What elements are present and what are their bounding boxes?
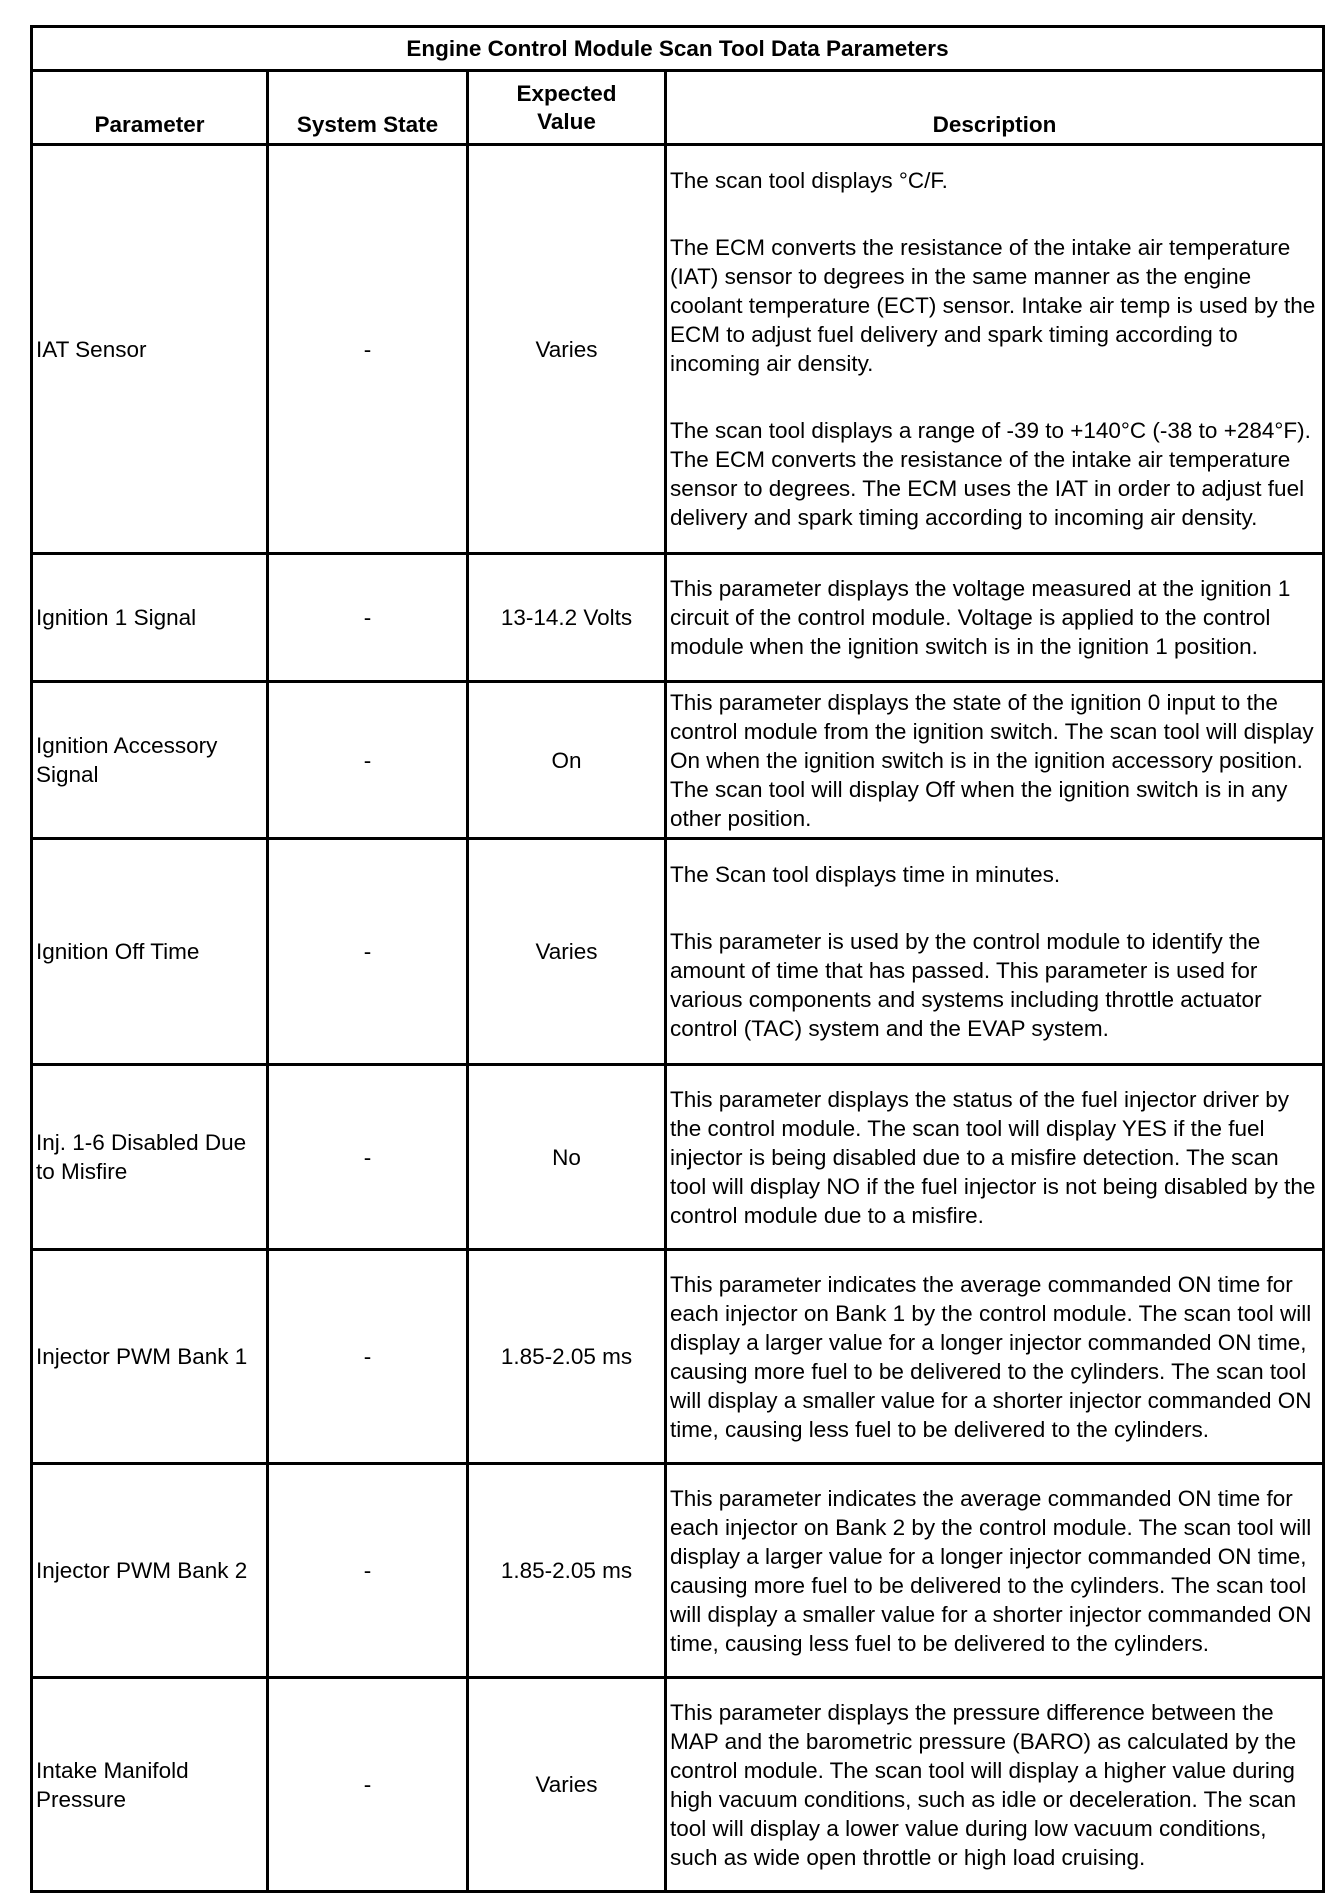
system-state-cell: - xyxy=(268,1464,468,1678)
system-state-cell: - xyxy=(268,1678,468,1892)
header-expected-value: Expected Value xyxy=(468,71,666,145)
description-paragraph: This parameter is used by the control module to identify the amount of time that has passed. This parameter is used for various components and systems including throttle actuator control (TAC) system and the EVAP system. xyxy=(670,929,1262,1041)
parameter-cell: Ignition Accessory Signal xyxy=(32,682,268,839)
table-row xyxy=(32,1464,1324,1678)
system-state-cell: - xyxy=(268,1065,468,1250)
description-cell xyxy=(666,1464,1324,1678)
description-cell xyxy=(666,1250,1324,1464)
table-row xyxy=(32,1250,1324,1464)
expected-value-cell: 13-14.2 Volts xyxy=(468,554,666,682)
system-state-cell: - xyxy=(268,1250,468,1464)
table-row xyxy=(32,554,1324,682)
description-paragraph: This parameter displays the pressure difference between the MAP and the barometric pressure (BARO) as calculated by the control module. The scan tool will display a higher value during high vacuum conditions, such as idle or deceleration. The scan tool will display a lower value during low vacuum conditions, such as wide open throttle or high load cruising. xyxy=(670,1699,1297,1870)
parameter-cell: Ignition 1 Signal xyxy=(32,554,268,682)
description-cell xyxy=(666,839,1324,1065)
parameter-cell: Injector PWM Bank 2 xyxy=(32,1464,268,1678)
header-parameter: Parameter xyxy=(32,71,268,145)
description-paragraph: The scan tool displays a range of -39 to +140°C (-38 to +284°F). The ECM converts the resistance of the intake air temperature sensor to degrees. The ECM uses the IAT in order to adjust fuel delivery and spark timing according to incoming air density. xyxy=(670,418,1311,530)
description-paragraph: The ECM converts the resistance of the intake air temperature (IAT) sensor to degrees in the same manner as the engine coolant temperature (ECT) sensor. Intake air temp is used by the ECM to adjust fuel delivery and spark timing according to incoming air density. xyxy=(670,235,1316,376)
description-cell xyxy=(666,682,1324,839)
description-paragraph: This parameter displays the state of the ignition 0 input to the control module from the ignition switch. The scan tool will display On when the ignition switch is in the ignition accessory position. The scan tool will display Off when the ignition switch is in any other position. xyxy=(670,689,1314,831)
table-row xyxy=(32,1065,1324,1250)
expected-value-cell: 1.85-2.05 ms xyxy=(468,1250,666,1464)
description-paragraph: The scan tool displays °C/F. xyxy=(670,168,948,193)
description-paragraph: This parameter indicates the average commanded ON time for each injector on Bank 1 by the control module. The scan tool will display a larger value for a longer injector commanded ON time, causing more fuel to be delivered to the cylinders. The scan tool will display a smaller value for a shorter injector commanded ON time, causing less fuel to be delivered to the cylinders. xyxy=(670,1271,1312,1442)
parameter-cell: Inj. 1-6 Disabled Due to Misfire xyxy=(32,1065,268,1250)
table-row xyxy=(32,1678,1324,1892)
table-title-row xyxy=(32,27,1324,71)
table-row xyxy=(32,682,1324,839)
system-state-cell: - xyxy=(268,839,468,1065)
column-header-row xyxy=(32,71,1324,145)
header-description: Description xyxy=(666,71,1324,145)
expected-value-cell: 1.85-2.05 ms xyxy=(468,1464,666,1678)
description-paragraph: This parameter displays the voltage measured at the ignition 1 circuit of the control module. Voltage is applied to the control module when the ignition switch is in the ignition 1 position. xyxy=(670,576,1291,659)
expected-value-cell: On xyxy=(468,682,666,839)
expected-value-cell: Varies xyxy=(468,145,666,554)
table-row xyxy=(32,839,1324,1065)
system-state-cell: - xyxy=(268,145,468,554)
system-state-cell: - xyxy=(268,682,468,839)
parameter-cell: Ignition Off Time xyxy=(32,839,268,1065)
parameter-cell: Injector PWM Bank 1 xyxy=(32,1250,268,1464)
expected-value-cell: No xyxy=(468,1065,666,1250)
expected-value-cell: Varies xyxy=(468,1678,666,1892)
description-cell xyxy=(666,1065,1324,1250)
table-body xyxy=(32,145,1324,1892)
system-state-cell: - xyxy=(268,554,468,682)
description-cell xyxy=(666,145,1324,554)
description-paragraph: The Scan tool displays time in minutes. xyxy=(670,862,1061,887)
scan-data-table xyxy=(30,25,1325,1893)
expected-value-cell: Varies xyxy=(468,839,666,1065)
parameter-cell: IAT Sensor xyxy=(32,145,268,554)
parameter-cell: Intake Manifold Pressure xyxy=(32,1678,268,1892)
description-cell xyxy=(666,1678,1324,1892)
header-system-state: System State xyxy=(268,71,468,145)
description-paragraph: This parameter displays the status of the fuel injector driver by the control module. The scan tool will display YES if the fuel injector is being disabled due to a misfire detection. The scan tool will display NO if the fuel injector is not being disabled by the control module due to a misfire. xyxy=(670,1086,1316,1228)
table-row xyxy=(32,145,1324,554)
description-cell xyxy=(666,554,1324,682)
description-paragraph: This parameter indicates the average commanded ON time for each injector on Bank 2 by the control module. The scan tool will display a larger value for a longer injector commanded ON time, causing more fuel to be delivered to the cylinders. The scan tool will display a smaller value for a shorter injector commanded ON time, causing less fuel to be delivered to the cylinders. xyxy=(670,1485,1312,1656)
table-title: Engine Control Module Scan Tool Data Parameters xyxy=(32,27,1324,71)
